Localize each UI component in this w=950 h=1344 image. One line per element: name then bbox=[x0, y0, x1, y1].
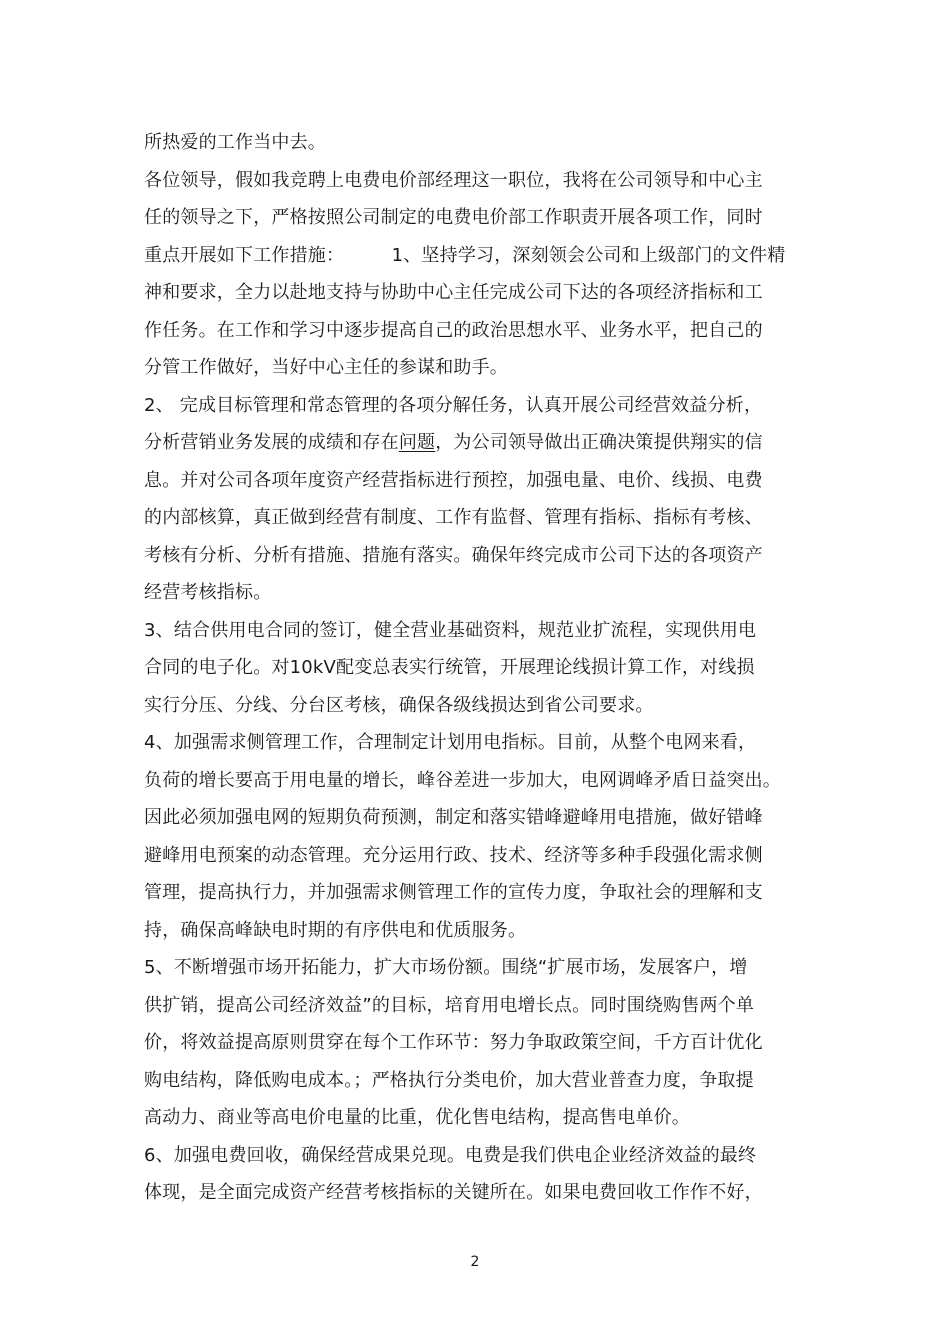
text-line: 息。并对公司各项年度资产经营指标进行预控，加强电量、电价、线损、电费 bbox=[144, 469, 763, 491]
text-line: 因此必须加强电网的短期负荷预测，制定和落实错峰避峰用电措施，做好错峰 bbox=[144, 807, 763, 828]
underlined-link-text[interactable]: 问题 bbox=[398, 432, 436, 453]
text-line: 重点开展如下工作措施： 1、坚持学习，深刻领会公司和上级部门的文件精 bbox=[144, 244, 786, 266]
text-line: 购电结构，降低购电成本。；严格执行分类电价，加大营业普查力度，争取提 bbox=[144, 1069, 754, 1091]
text-line: 分管工作做好，当好中心主任的参谋和助手。 bbox=[144, 357, 508, 378]
text-line: 持，确保高峰缺电时期的有序供电和优质服务。 bbox=[144, 919, 527, 941]
text-line: 价，将效益提高原则贯穿在每个工作环节：努力争取政策空间，千方百计优化 bbox=[144, 1032, 763, 1053]
text-line: 作任务。在工作和学习中逐步提高自己的政治思想水平、业务水平，把自己的 bbox=[144, 319, 763, 341]
text-line: 2、 完成目标管理和常态管理的各项分解任务，认真开展公司经营效益分析， bbox=[144, 394, 763, 416]
text-line: 供扩销，提高公司经济效益”的目标，培育用电增长点。同时围绕购售两个单 bbox=[144, 994, 755, 1016]
text-line: 5、不断增强市场开拓能力，扩大市场份额。围绕“扩展市场，发展客户，增 bbox=[144, 957, 748, 978]
text-line: 实行分压、分线、分台区考核，确保各级线损达到省公司要求。 bbox=[144, 694, 654, 716]
text-segment: 分析营销业务发展的成绩和存在 bbox=[144, 432, 399, 453]
text-line: 体现，是全面完成资产经营考核指标的关键所在。如果电费回收工作作不好， bbox=[144, 1182, 763, 1203]
text-line-with-link bbox=[144, 424, 809, 462]
text-line: 经营考核指标。 bbox=[144, 582, 272, 603]
text-line: 6、加强电费回收，确保经营成果兑现。电费是我们供电企业经济效益的最终 bbox=[144, 1144, 757, 1166]
text-line: 考核有分析、分析有措施、措施有落实。确保年终完成市公司下达的各项资产 bbox=[144, 544, 763, 566]
text-line: 合同的电子化。对10kV配变总表实行统管，开展理论线损计算工作，对线损 bbox=[144, 657, 755, 678]
page-number: 2 bbox=[470, 1254, 480, 1270]
text-line: 神和要求，全力以赴地支持与协助中心主任完成公司下达的各项经济指标和工 bbox=[144, 282, 763, 303]
text-segment: ，为公司领导做出正确决策提供翔实的信 bbox=[435, 432, 763, 453]
text-line: 高动力、商业等高电价电量的比重，优化售电结构，提高售电单价。 bbox=[144, 1107, 690, 1128]
text-line: 的内部核算，真正做到经营有制度、工作有监督、管理有指标、指标有考核、 bbox=[144, 507, 763, 528]
text-line: 任的领导之下，严格按照公司制定的电费电价部工作职责开展各项工作，同时 bbox=[144, 207, 763, 228]
text-line: 4、加强需求侧管理工作，合理制定计划用电指标。目前，从整个电网来看， bbox=[144, 732, 757, 753]
text-line: 避峰用电预案的动态管理。充分运用行政、技术、经济等多种手段强化需求侧 bbox=[144, 844, 763, 866]
text-line: 负荷的增长要高于用电量的增长，峰谷差进一步加大，电网调峰矛盾日益突出。 bbox=[144, 769, 781, 791]
text-line: 管理，提高执行力，并加强需求侧管理工作的宣传力度，争取社会的理解和支 bbox=[144, 882, 763, 903]
body-text bbox=[144, 124, 809, 1212]
text-line: 3、结合供用电合同的签订，健全营业基础资料，规范业扩流程，实现供用电 bbox=[144, 619, 757, 641]
text-line: 所热爱的工作当中去。 bbox=[144, 132, 326, 153]
text-line: 各位领导，假如我竞聘上电费电价部经理这一职位，我将在公司领导和中心主 bbox=[144, 169, 763, 191]
